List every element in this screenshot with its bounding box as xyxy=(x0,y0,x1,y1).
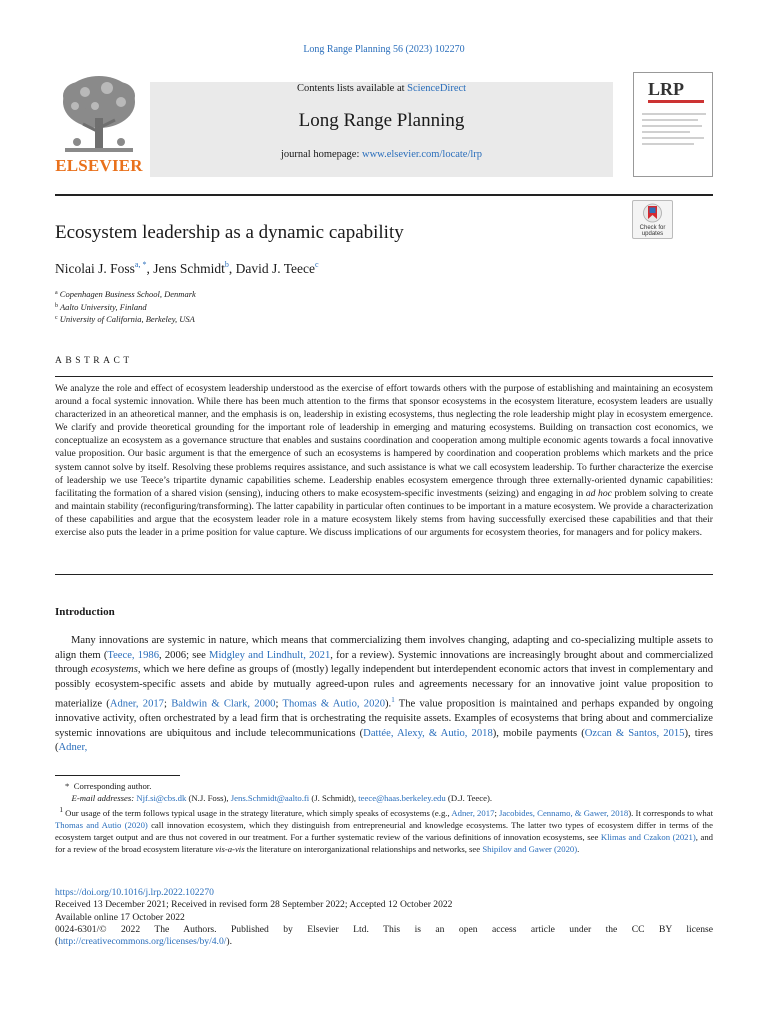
abstract-body: We analyze the role and effect of ecosystem leadership understood as the exercise of effort towards others with the purpose of establishing and maintaining an ecosystem around a focal systemic innovation. While there has been much attention to the firms that sponsor ecosystems in the ecosystem literature, ecosystem leaders are usually characterized in an atheoretical manner, and the emphasis is on, leadership in existing ecosystems, thus neglecting the role leadership might play in ecosystem emergence. We clarify and provide theoretical grounding for the important role of leadership in emerging and maturing ecosystems. Building on transaction cost economics, we conceptualize an ecosystem as a governance structure that enables and sustains coordination and cooperation among multiple economic agents towards a focal innovative value proposition. Our basic argument is that the emergence of such an ecosystems is hampered by coordination and cooperation problems which markets and the price system cannot solve by itself. Resolving these problems requires assistance, and such assistance is what we call ecosystem leadership. To further characterize the exercise of leadership we use Teece’s tripartite dynamic capabilities scheme. Leadership enables ecosystem emergence through three externally-oriented dynamic capabilities: facilitating the formation of a shared vision (sensing), inducing others to make ecosystem-specific investments (seizing) and engaging in ad hoc problem solving to create and maintain stability (reconfiguring/transforming). The latter capability in particular often continues to be important in a mature ecosystem. We provide a characterization of these capabilities and argue that the ecosystem leader role in a mature ecosystem likely stems from having successfully exercised these capabilities and that their exercise also puts the leader in a prime position for value capture. We discuss implications of our arguments for ecosystem theories, for managers and for policy makers. xyxy=(55,383,713,539)
journal-homepage-link[interactable]: www.elsevier.com/locate/lrp xyxy=(362,149,483,160)
abstract-bottom-rule xyxy=(55,574,713,575)
author-affiliation-mark[interactable]: c xyxy=(315,260,319,269)
cover-accent-bar xyxy=(648,100,704,103)
citation-link[interactable]: Dattée, Alexy, & Autio, 2018 xyxy=(363,727,493,739)
license-statement: 0024-6301/© 2022 The Authors. Published by Elsevier Ltd. This is an open access article under the CC BY license xyxy=(55,923,713,935)
author-name: Jens Schmidt xyxy=(153,261,225,276)
citation-link[interactable]: Teece, 1986 xyxy=(107,649,159,661)
license-url-line: (http://creativecommons.org/licenses/by/4.0/). xyxy=(55,936,233,948)
author-separator: , xyxy=(228,261,236,276)
author-list xyxy=(55,260,319,277)
article-title: Ecosystem leadership as a dynamic capability xyxy=(55,222,404,243)
contents-line: Contents lists available at ScienceDirect xyxy=(296,83,467,94)
publication-info xyxy=(55,887,713,948)
author-separator: , xyxy=(146,261,154,276)
journal-banner xyxy=(55,72,713,184)
footnote-rule xyxy=(55,775,180,776)
cover-line xyxy=(642,113,706,115)
citation-link[interactable]: Baldwin & Clark, 2000 xyxy=(171,698,276,710)
check-for-updates-badge[interactable] xyxy=(632,200,673,239)
cover-line xyxy=(642,131,690,133)
journal-title: Long Range Planning xyxy=(298,110,465,131)
email-link[interactable]: Jens.Schmidt@aalto.fi xyxy=(230,793,310,803)
citation-link[interactable]: Adner, 2017 xyxy=(451,807,495,818)
affiliation-list xyxy=(55,288,196,326)
email-link[interactable]: teece@haas.berkeley.edu xyxy=(358,793,446,803)
footnote-1: $^1$ Our usage of the term follows typical usage in the strategy literature, which simply speaks of ecosystems (e.g., Adner, 2017; Jacobides, Cennamo, & Gawer, 2018). It corresponds to what Thomas and Autio (2020) call innovation ecosystem, which they distinguish from entrepreneurial and knowledge ecosystems. The latter two types of ecosystem differ in terms of the ecosystem target output and are thus not covered in our treatment. For a further systematic review of the various definitions of innovation ecosystems, see Klimas and Czakon (2021), and for a review of the broad ecosystem literature vis-a-vis the literature on interorganizational relationships and networks, see Shipilov and Gawer (2020). xyxy=(55,806,714,854)
elsevier-logo[interactable] xyxy=(55,72,143,184)
available-online: Available online 17 October 2022 xyxy=(55,911,185,923)
bookmark-icon xyxy=(633,201,672,225)
header-rule xyxy=(55,194,713,196)
lrp-cover-logo: LRP xyxy=(648,79,684,99)
citation-link[interactable]: Klimas and Czakon (2021) xyxy=(600,831,696,842)
sciencedirect-link[interactable]: ScienceDirect xyxy=(407,83,467,94)
footnotes xyxy=(55,780,713,855)
author-name: David J. Teece xyxy=(235,261,315,276)
footnote-corresponding: * Corresponding author. xyxy=(65,781,152,791)
email-link[interactable]: Njf.si@cbs.dk xyxy=(136,793,187,803)
received-dates: Received 13 December 2021; Received in revised form 28 September 2022; Accepted 12 October 2022 xyxy=(55,899,453,911)
footnote-emails: E-mail addresses: Njf.si@cbs.dk (N.J. Foss), Jens.Schmidt@aalto.fi (J. Schmidt), teece@haas.berkeley.edu (D.J. Teece). xyxy=(71,793,493,803)
cover-line xyxy=(642,125,702,127)
doi-link[interactable]: https://doi.org/10.1016/j.lrp.2022.102270 xyxy=(55,887,214,898)
journal-citation[interactable]: Long Range Planning 56 (2023) 102270 xyxy=(303,44,465,55)
license-link[interactable]: http://creativecommons.org/licenses/by/4.0/ xyxy=(58,936,227,948)
journal-cover-thumbnail[interactable] xyxy=(633,72,713,177)
author-name: Nicolai J. Foss xyxy=(55,261,135,276)
abstract-top-rule xyxy=(55,376,713,377)
homepage-line: journal homepage: www.elsevier.com/locate/lrp xyxy=(280,149,483,160)
citation-link[interactable]: Thomas & Autio, 2020 xyxy=(282,698,385,710)
citation-link[interactable]: Adner, xyxy=(58,742,88,754)
affiliation: $^b$ Aalto University, Finland xyxy=(55,301,147,312)
cover-line xyxy=(642,119,698,121)
tree-icon xyxy=(55,72,143,156)
introduction-paragraph: Many innovations are systemic in nature, which means that commercializing them involves changing, adapting and co-specializing multiple assets to align them (Teece, 1986, 2006; see Midgley and Lindhult, 2021, for a review). Systemic innovations are increasingly brought about and commercialized through ecosystems, which we here define as groups of (mostly) legally independent but interdependent economic actors that invest in complementary and possibly ecosystem-specific assets and abide by mutually agreed-upon rules and agreements necessary for an innovative joint value proposition to materialize (Adner, 2017; Baldwin & Clark, 2000; Thomas & Autio, 2020).$^1$ The value proposition is maintained and perhaps expanded by ongoing innovative activity, often orchestrated by a lead firm that is orchestrating the requisite assets. Examples of ecosystems that bring about and commercialize systemic innovations are ubiquitous and include telecommunications (Dattée, Alexy, & Autio, 2018), mobile payments (Ozcan & Santos, 2015), tires (Adner, xyxy=(55,635,713,754)
author-affiliation-mark[interactable]: a, * xyxy=(134,260,147,269)
cover-line xyxy=(642,143,694,145)
journal-info-box xyxy=(150,82,613,177)
elsevier-wordmark: ELSEVIER xyxy=(55,156,143,175)
footnote-mark[interactable]: 1 xyxy=(391,695,395,704)
cover-line xyxy=(642,137,704,139)
abstract-heading: ABSTRACT xyxy=(55,356,133,366)
citation-link[interactable]: Ozcan & Santos, 2015 xyxy=(584,727,685,739)
citation-link[interactable]: Thomas and Autio (2020) xyxy=(55,819,148,830)
citation-link[interactable]: Jacobides, Cennamo, & Gawer, 2018 xyxy=(499,807,629,818)
check-for-updates-label: Check for updates xyxy=(639,225,666,237)
section-heading-introduction: Introduction xyxy=(55,606,115,618)
affiliation: $^c$ University of California, Berkeley, USA xyxy=(55,314,195,324)
citation-link[interactable]: Shipilov and Gawer (2020) xyxy=(482,843,578,854)
author-affiliation-mark[interactable]: b xyxy=(224,260,229,269)
citation-link[interactable]: Adner, 2017 xyxy=(109,698,164,710)
affiliation: $^a$ Copenhagen Business School, Denmark xyxy=(55,289,196,299)
citation-link[interactable]: Midgley and Lindhult, 2021 xyxy=(209,649,331,661)
